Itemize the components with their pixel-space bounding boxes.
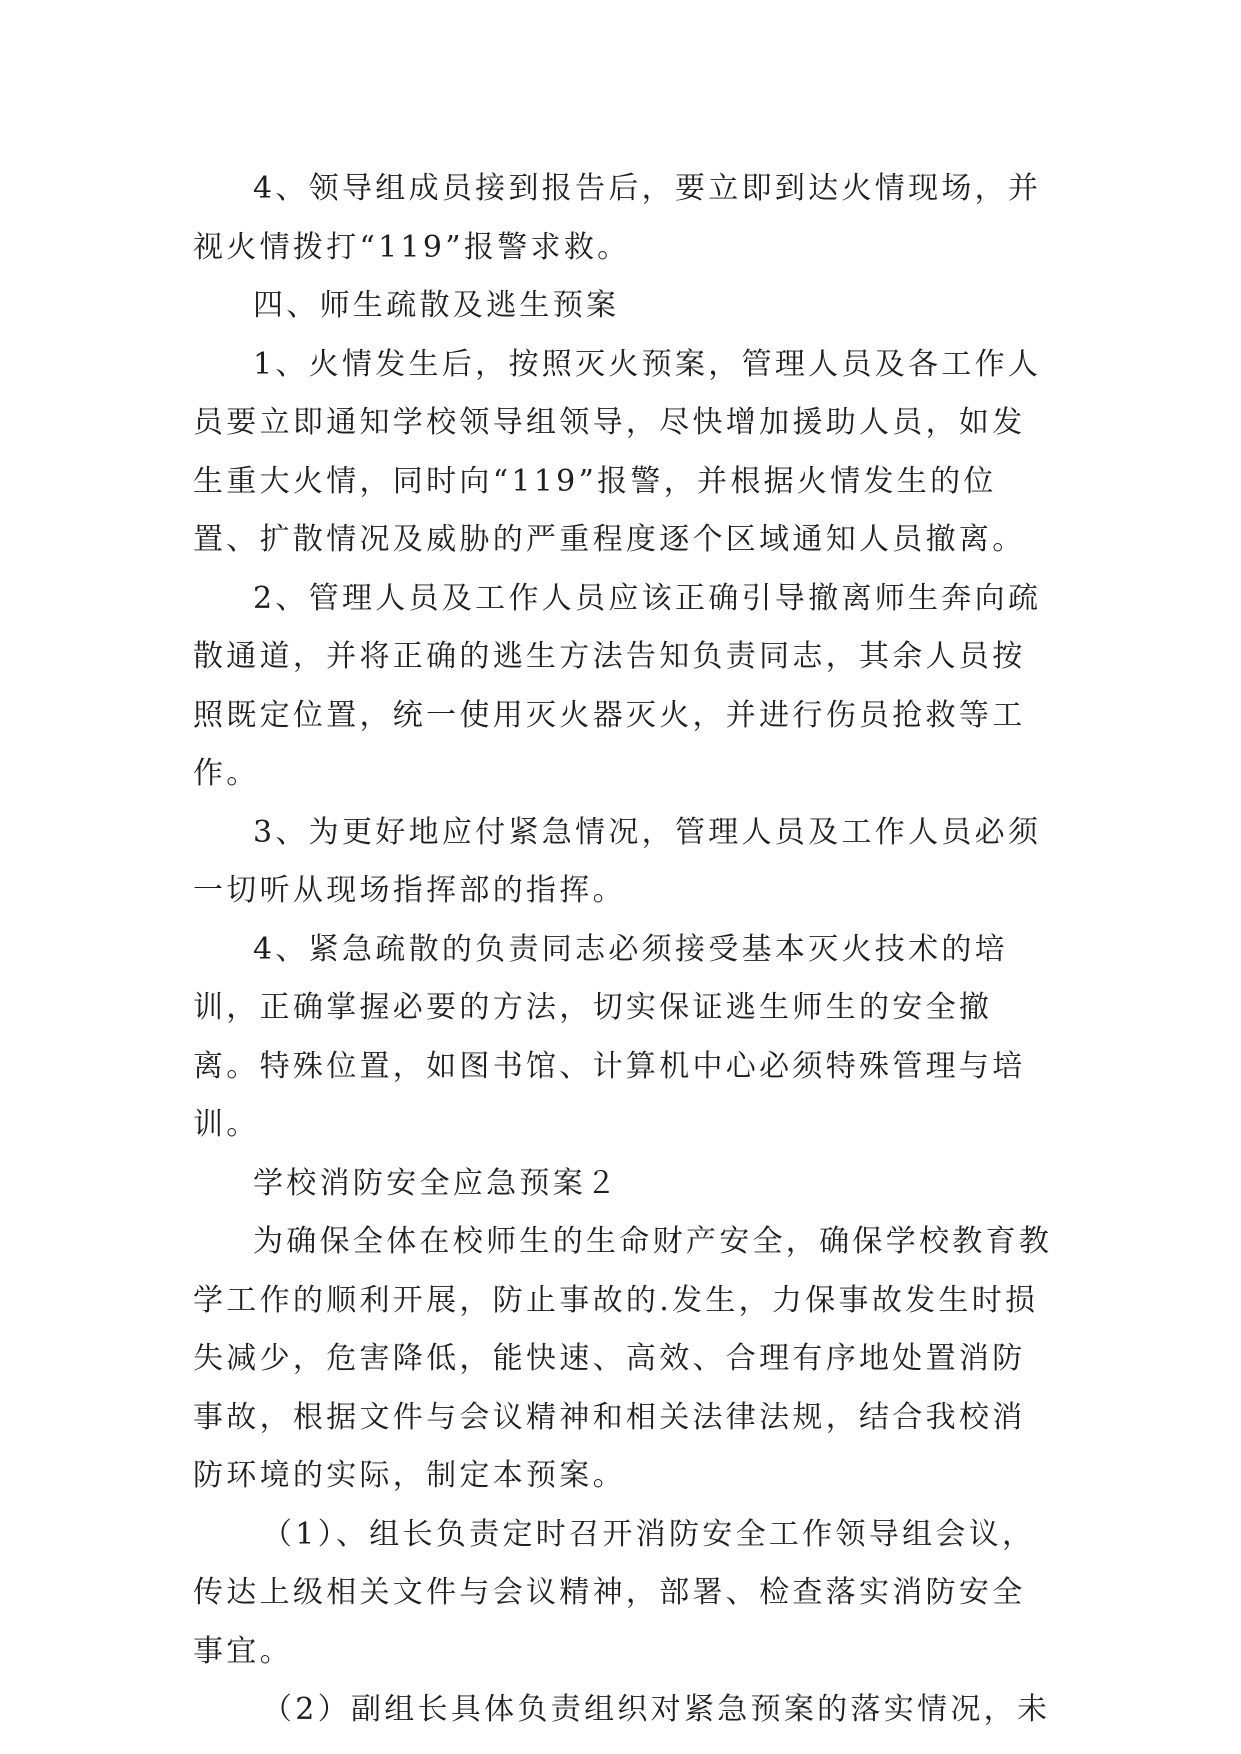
paragraph-evacuation-2: 2、管理人员及工作人员应该正确引导撤离师生奔向疏散通道，并将正确的逃生方法告知负责同志，其余人员按照既定位置，统一使用灭火器灭火，并进行伤员抢救等工作。: [193, 580, 1042, 791]
paragraph-leader-duty: （1）、组长负责定时召开消防安全工作领导组会议，传达上级相关文件与会议精神，部署、检查落实消防安全事宜。: [193, 1516, 1036, 1669]
document-body: [193, 160, 1053, 1740]
paragraph-evacuation-1: 1、火情发生后，按照灭火预案，管理人员及各工作人员要立即通知学校领导组领导，尽快增加援助人员，如发生重大火情，同时向“119”报警，并根据火情发生的位置、扩散情况及威胁的严重程度逐个区域通知人员撤离。: [193, 346, 1042, 557]
paragraph-report-arrival: 4、领导组成员接到报告后，要立即到达火情现场，并视火情拨打“119”报警求救。: [193, 171, 1042, 265]
paragraph-evacuation-3: 3、为更好地应付紧急情况，管理人员及工作人员必须一切听从现场指挥部的指挥。: [193, 814, 1042, 908]
section-heading-plan-2: 学校消防安全应急预案２: [253, 1165, 620, 1201]
paragraph-evacuation-4: 4、紧急疏散的负责同志必须接受基本灭火技术的培训，正确掌握必要的方法，切实保证逃生师生的安全撤离。特殊位置，如图书馆、计算机中心必须特殊管理与培训。: [193, 931, 1026, 1142]
paragraph-deputy-duty: （2）副组长具体负责组织对紧急预案的落实情况，未: [262, 1692, 1051, 1727]
section-heading-evacuation: 四、师生疏散及逃生预案: [253, 288, 620, 323]
paragraph-purpose: 为确保全体在校师生的生命财产安全，确保学校教育教学工作的顺利开展，防止事故的.发生，力保事故发生时损失减少，危害降低，能快速、高效、合理有序地处置消防事故，根据文件与会议精神和相关法律法规，结合我校消防环境的实际，制定本预案。: [193, 1224, 1053, 1493]
